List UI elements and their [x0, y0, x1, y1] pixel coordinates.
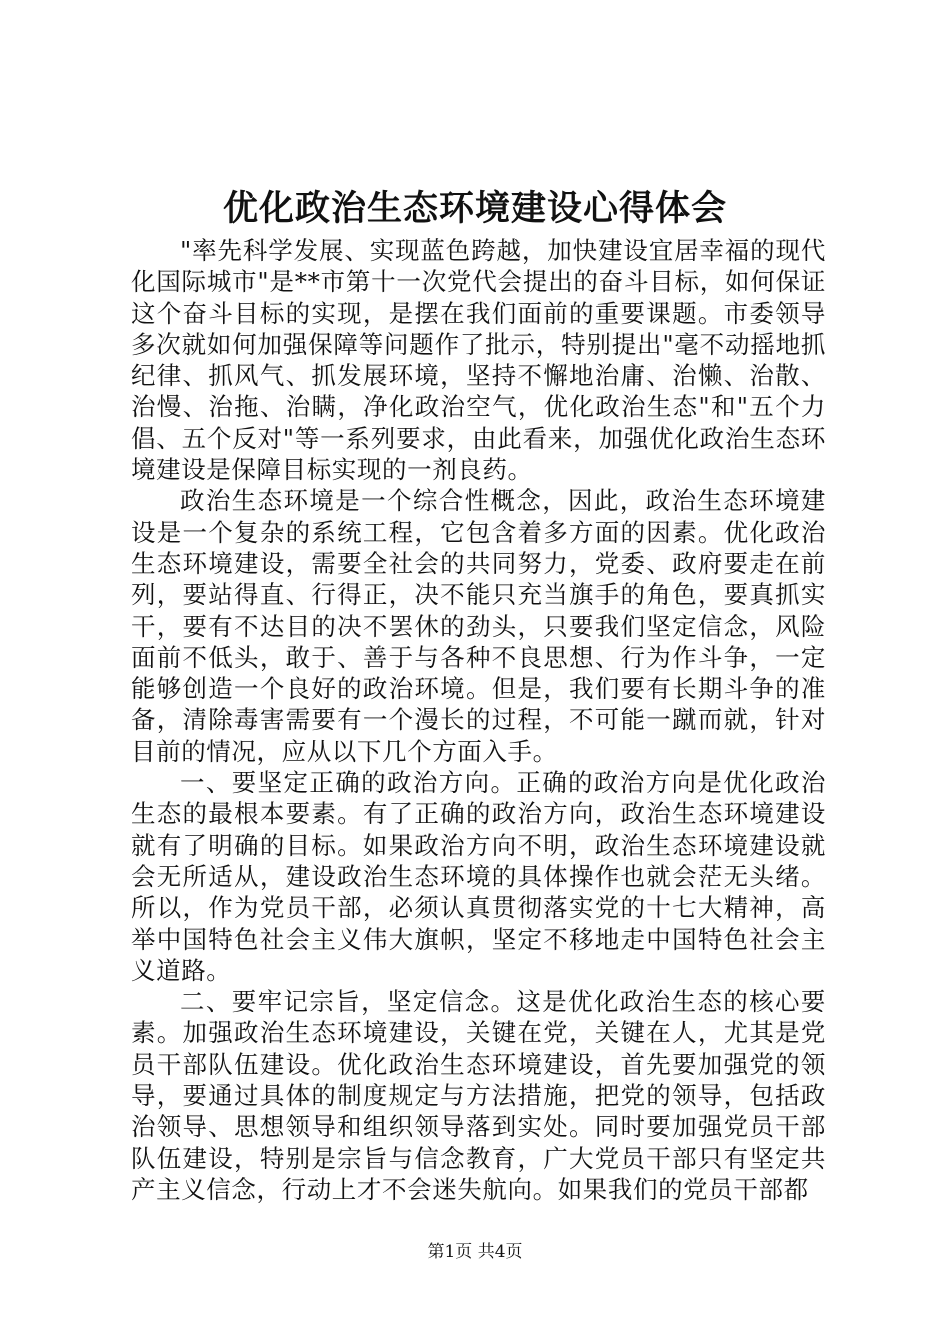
document-title: 优化政治生态环境建设心得体会 [222, 188, 727, 229]
body-paragraph: "率先科学发展、实现蓝色跨越，加快建设宜居幸福的现代化国际城市"是**市第十一次党代会提出的奋斗目标，如何保证这个奋斗目标的实现，是摆在我们面前的重要课题。市委领导多次就如何加强保障等问题作了批示，特别提出"毫不动摇地抓纪律、抓风气、抓发展环境，坚持不懈地治庸、治懒、治散、治慢、治拖、治瞒，净化政治空气，优化政治生态"和"五个力倡、五个反对"等一系列要求，由此看来，加强优化政治生态环境建设是保障目标实现的一剂良药。 [131, 236, 826, 485]
page-footer: 第1页 共4页 [427, 1242, 523, 1262]
body-paragraph: 政治生态环境是一个综合性概念，因此，政治生态环境建设是一个复杂的系统工程，它包含着多方面的因素。优化政治生态环境建设，需要全社会的共同努力，党委、政府要走在前列，要站得直、行得正，决不能只充当旗手的角色，要真抓实干，要有不达目的决不罢休的劲头，只要我们坚定信念，风险面前不低头，敢于、善于与各种不良思想、行为作斗争，一定能够创造一个良好的政治环境。但是，我们要有长期斗争的准备，清除毒害需要有一个漫长的过程，不可能一蹴而就，针对目前的情况，应从以下几个方面入手。 [131, 486, 826, 766]
document-body [131, 235, 826, 1205]
body-paragraph: 二、要牢记宗旨，坚定信念。这是优化政治生态的核心要素。加强政治生态环境建设，关键在党，关键在人，尤其是党员干部队伍建设。优化政治生态环境建设，首先要加强党的领导，要通过具体的制度规定与方法措施，把党的领导，包括政治领导、思想领导和组织领导落到实处。同时要加强党员干部队伍建设，特别是宗旨与信念教育，广大党员干部只有坚定共产主义信念，行动上才不会迷失航向。如果我们的党员干部都 [131, 987, 826, 1204]
body-paragraph: 一、要坚定正确的政治方向。正确的政治方向是优化政治生态的最根本要素。有了正确的政治方向，政治生态环境建设就有了明确的目标。如果政治方向不明，政治生态环境建设就会无所适从，建设政治生态环境的具体操作也就会茫无头绪。所以，作为党员干部，必须认真贯彻落实党的十七大精神，高举中国特色社会主义伟大旗帜，坚定不移地走中国特色社会主义道路。 [131, 768, 826, 985]
